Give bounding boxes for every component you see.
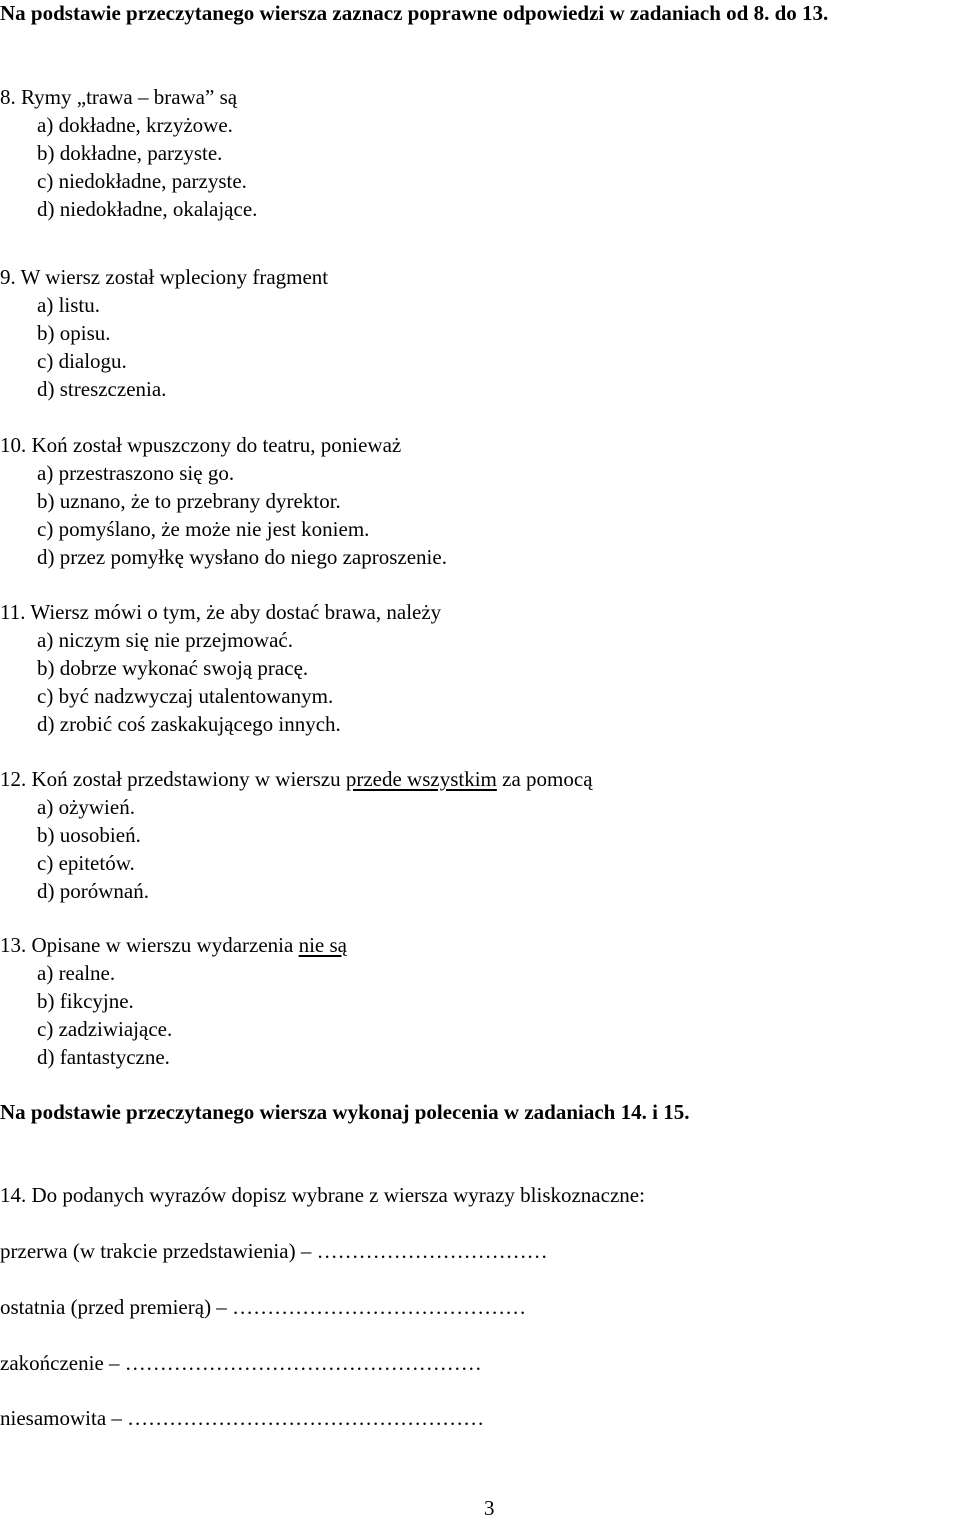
- q11-option-c: c) być nadzwyczaj utalentowanym.: [37, 684, 334, 708]
- question-10: 10. Koń został wpuszczony do teatru, ponieważ: [0, 433, 402, 457]
- q8-option-b: b) dokładne, parzyste.: [37, 141, 223, 165]
- q8-option-a: a) dokładne, krzyżowe.: [37, 113, 233, 137]
- q12-option-a: a) ożywień.: [37, 795, 135, 819]
- question-12: [0, 766, 593, 792]
- q14-item-4: [0, 1405, 484, 1431]
- q9-option-b: b) opisu.: [37, 321, 111, 345]
- q14-item-3: [0, 1350, 482, 1376]
- q14-word: przerwa (w trakcie przedstawienia) –: [0, 1239, 317, 1263]
- instruction-heading-2: Na podstawie przeczytanego wiersza wykonaj polecenia w zadaniach 14. i 15.: [0, 1100, 690, 1124]
- q13-text-before: 13. Opisane w wierszu wydarzenia: [0, 933, 299, 957]
- q12-option-c: c) epitetów.: [37, 851, 135, 875]
- q11-option-b: b) dobrze wykonać swoją pracę.: [37, 656, 309, 680]
- q10-option-d: d) przez pomyłkę wysłano do niego zaproszenie.: [37, 545, 447, 569]
- q8-option-d: d) niedokładne, okalające.: [37, 197, 258, 221]
- answer-blank[interactable]: ……………………………………………: [124, 1351, 482, 1375]
- q9-option-a: a) listu.: [37, 293, 100, 317]
- q13-option-d: d) fantastyczne.: [37, 1045, 170, 1069]
- q9-option-d: d) streszczenia.: [37, 377, 167, 401]
- q13-emphasis: nie są: [298, 933, 347, 957]
- question-11: 11. Wiersz mówi o tym, że aby dostać brawa, należy: [0, 600, 442, 624]
- answer-blank[interactable]: ……………………………………: [232, 1295, 527, 1319]
- q8-option-c: c) niedokładne, parzyste.: [37, 169, 247, 193]
- question-8: 8. Rymy „trawa – brawa” są: [0, 85, 238, 109]
- q11-option-a: a) niczym się nie przejmować.: [37, 628, 293, 652]
- instruction-heading-1: Na podstawie przeczytanego wiersza zaznacz poprawne odpowiedzi w zadaniach od 8. do 13.: [0, 1, 829, 25]
- q10-option-b: b) uznano, że to przebrany dyrektor.: [37, 489, 341, 513]
- q10-option-a: a) przestraszono się go.: [37, 461, 235, 485]
- q11-option-d: d) zrobić coś zaskakującego innych.: [37, 712, 341, 736]
- q12-text-after: za pomocą: [496, 767, 593, 791]
- answer-blank[interactable]: ……………………………………………: [127, 1406, 485, 1430]
- q12-option-d: d) porównań.: [37, 879, 149, 903]
- q14-item-1: [0, 1238, 548, 1264]
- q14-word: zakończenie –: [0, 1351, 125, 1375]
- q13-option-a: a) realne.: [37, 961, 116, 985]
- q12-emphasis: przede wszystkim: [345, 767, 497, 791]
- q14-item-2: [0, 1294, 526, 1320]
- q12-text-before: 12. Koń został przedstawiony w wierszu: [0, 767, 346, 791]
- question-14: 14. Do podanych wyrazów dopisz wybrane z wiersza wyrazy bliskoznaczne:: [0, 1183, 645, 1207]
- page-number: 3: [484, 1496, 495, 1520]
- q13-option-c: c) zadziwiające.: [37, 1017, 173, 1041]
- q10-option-c: c) pomyślano, że może nie jest koniem.: [37, 517, 370, 541]
- question-9: 9. W wiersz został wpleciony fragment: [0, 265, 329, 289]
- question-13: [0, 932, 347, 958]
- q14-word: ostatnia (przed premierą) –: [0, 1295, 233, 1319]
- q14-word: niesamowita –: [0, 1406, 128, 1430]
- answer-blank[interactable]: ……………………………: [316, 1239, 548, 1263]
- q12-option-b: b) uosobień.: [37, 823, 141, 847]
- q13-option-b: b) fikcyjne.: [37, 989, 134, 1013]
- q9-option-c: c) dialogu.: [37, 349, 127, 373]
